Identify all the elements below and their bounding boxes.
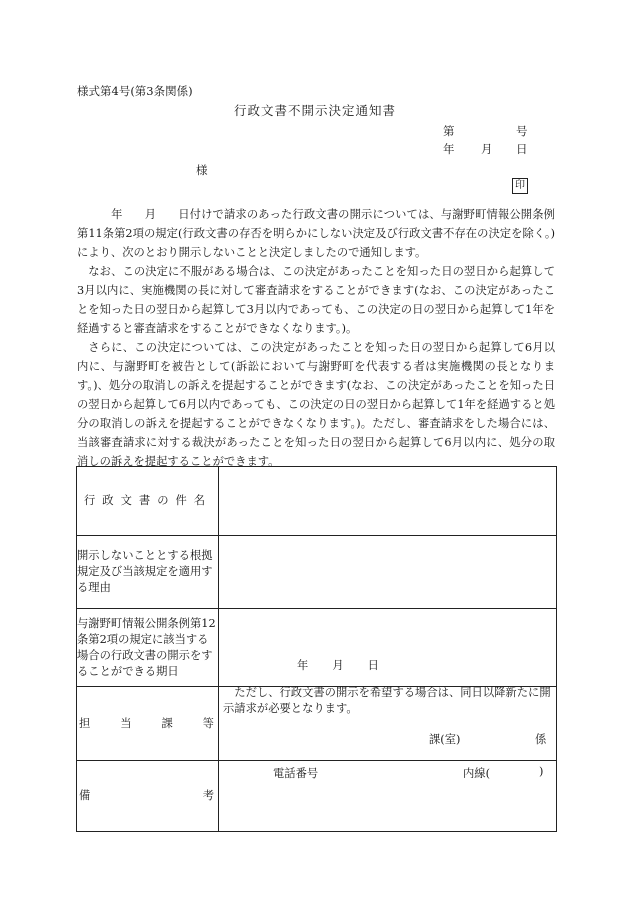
notice-body — [77, 205, 555, 471]
disclosure-date-value[interactable] — [219, 609, 557, 715]
table-row — [77, 467, 557, 536]
disclosure-note: ただし、行政文書の開示を希望する場合は、同日以降新たに開示請求が必要となります。 — [223, 685, 551, 715]
remarks-label-char: 備 — [79, 789, 91, 802]
document-name-label: 行政文書の件名 — [77, 467, 219, 536]
disclosure-day: 日 — [367, 658, 379, 672]
document-number-line — [443, 123, 527, 139]
document-title: 行政文書不開示決定通知書 — [233, 103, 396, 118]
subsection-label: 係 — [535, 732, 547, 746]
details-table — [76, 466, 557, 832]
date-month: 月 — [481, 142, 493, 156]
number-suffix: 号 — [516, 124, 528, 138]
extension-label: 内線( — [463, 766, 491, 780]
body-paragraph-1-text: 日付けで請求のあった行政文書の開示については、与謝野町情報公開条例第11条第2項の規定(行政文書の存否を明らかにしない決定及び行政文書不存在の決定を除く。)により、次のとおり開示しないことと決定しましたので通知します。 — [77, 208, 555, 259]
request-year: 年 — [111, 208, 123, 221]
date-year: 年 — [443, 142, 455, 156]
department-label-char: 等 — [202, 716, 214, 730]
department-label — [77, 687, 219, 761]
body-paragraph-1 — [77, 205, 555, 262]
seal-mark: 印 — [512, 178, 528, 194]
extension-close: ) — [539, 764, 544, 778]
form-number: 様式第4号(第3条関係) — [77, 84, 193, 98]
section-label: 課(室) — [429, 732, 461, 746]
grounds-label: 開示しないこととする根拠規定及び当該規定を適用する理由 — [77, 536, 219, 609]
department-label-char: 担 — [79, 716, 91, 730]
addressee-suffix: 様 — [196, 163, 208, 177]
remarks-label — [77, 761, 219, 832]
disclosure-date — [297, 657, 379, 673]
request-month: 月 — [144, 208, 157, 221]
department-label-char: 課 — [161, 716, 173, 730]
body-paragraph-3: さらに、この決定については、この決定があったことを知った日の翌日から起算して6月以内に、与謝野町を被告として(訴訟において与謝野町を代表する者は実施機関の長となります。)、処分の取消しの訴えを提起することができます(なお、この決定があったことを知った日の翌日から起算して6月以内であっても、この決定の日の翌日から起算して1年を経過すると処分の取消しの訴えを提起することができなくなります。)。ただし、審査請求をした場合には、当該審査請求に対する裁決があったことを知った日の翌日から起算して6月以内に、処分の取消しの訴えを提起することができます。 — [77, 341, 555, 468]
remarks-value[interactable] — [219, 761, 557, 832]
table-row — [77, 536, 557, 609]
table-row — [77, 609, 557, 687]
date-day: 日 — [516, 142, 528, 156]
body-paragraph-2: なお、この決定に不服がある場合は、この決定があったことを知った日の翌日から起算して3月以内に、実施機関の長に対して審査請求をすることができます(なお、この決定があったことを知った日の翌日から起算して3月以内であっても、この決定の日の翌日から起算して1年を経過すると審査請求をすることができなくなります。)。 — [77, 265, 555, 335]
number-prefix: 第 — [443, 124, 455, 138]
department-label-char: 当 — [120, 716, 132, 730]
phone-label: 電話番号 — [273, 766, 319, 780]
grounds-value[interactable] — [219, 536, 557, 609]
disclosure-date-label: 与謝野町情報公開条例第12条第2項の規定に該当する場合の行政文書の開示をすることができる期日 — [77, 609, 219, 687]
disclosure-year: 年 — [297, 658, 309, 672]
remarks-label-char: 考 — [202, 789, 214, 802]
issue-date-line — [443, 141, 527, 157]
document-name-value[interactable] — [219, 467, 557, 536]
disclosure-month: 月 — [332, 658, 344, 672]
